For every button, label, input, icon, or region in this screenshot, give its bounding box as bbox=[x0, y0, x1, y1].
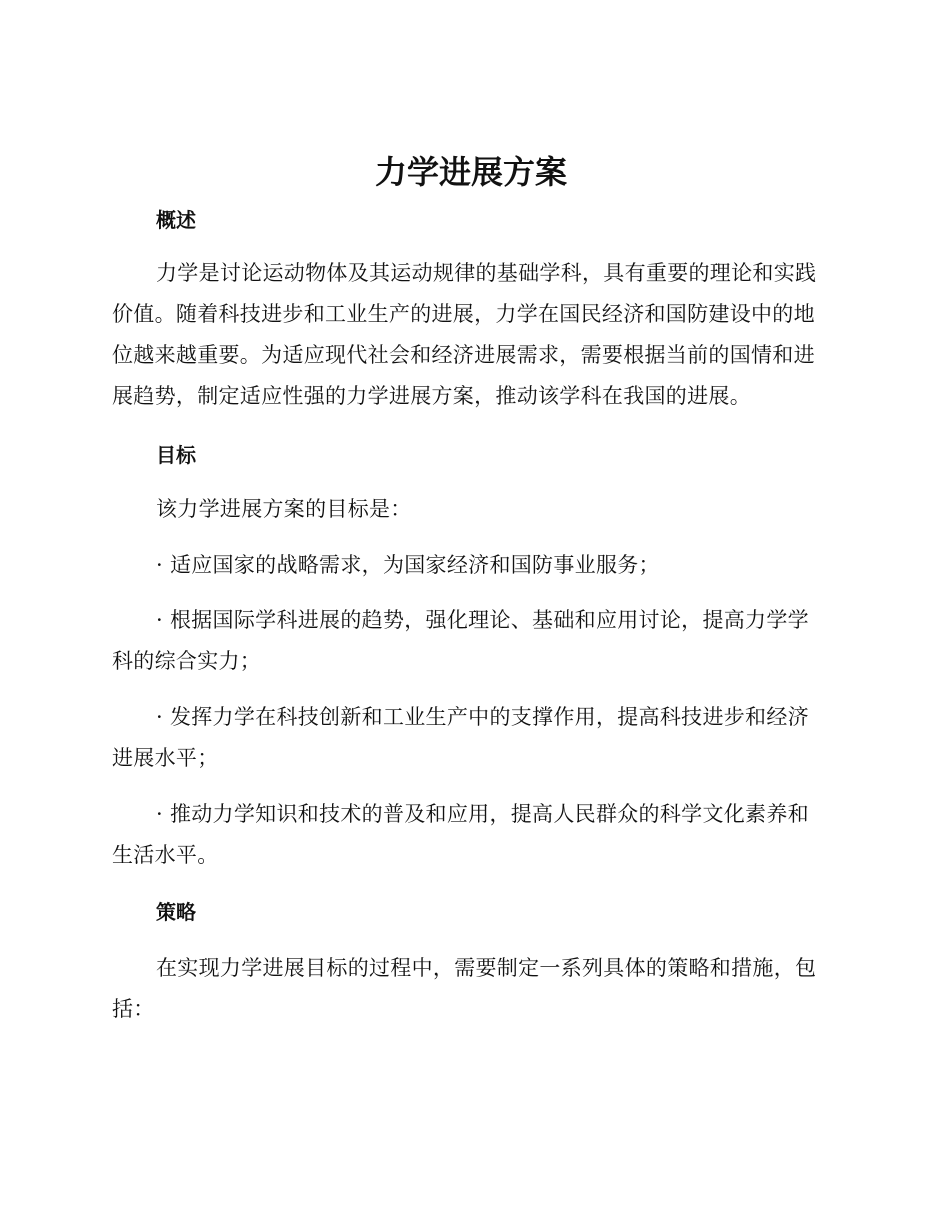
document-page bbox=[112, 0, 830, 1230]
goal-item-4: · 推动力学知识和技术的普及和应用，提高人民群众的科学文化素养和生活水平。 bbox=[112, 802, 809, 867]
section-heading-goals: 目标 bbox=[156, 443, 196, 467]
overview-paragraph: 力学是讨论运动物体及其运动规律的基础学科，具有重要的理论和实践价值。随着科技进步和工业生产的进展，力学在国民经济和国防建设中的地位越来越重要。为适应现代社会和经济进展需求，需要根据当前的国情和进展趋势，制定适应性强的力学进展方案，推动该学科在我国的进展。 bbox=[112, 261, 817, 408]
goal-item-2: · 根据国际学科进展的趋势，强化理论、基础和应用讨论，提高力学学科的综合实力； bbox=[112, 608, 809, 673]
section-heading-overview: 概述 bbox=[156, 208, 196, 232]
goal-item-1: · 适应国家的战略需求，为国家经济和国防事业服务； bbox=[156, 553, 660, 577]
goal-item-3: · 发挥力学在科技创新和工业生产中的支撑作用，提高科技进步和经济进展水平； bbox=[112, 705, 809, 770]
section-heading-strategy: 策略 bbox=[156, 900, 196, 924]
goals-intro: 该力学进展方案的目标是： bbox=[156, 497, 412, 521]
strategy-paragraph: 在实现力学进展目标的过程中，需要制定一系列具体的策略和措施，包括： bbox=[112, 956, 817, 1021]
document-title: 力学进展方案 bbox=[374, 153, 567, 191]
